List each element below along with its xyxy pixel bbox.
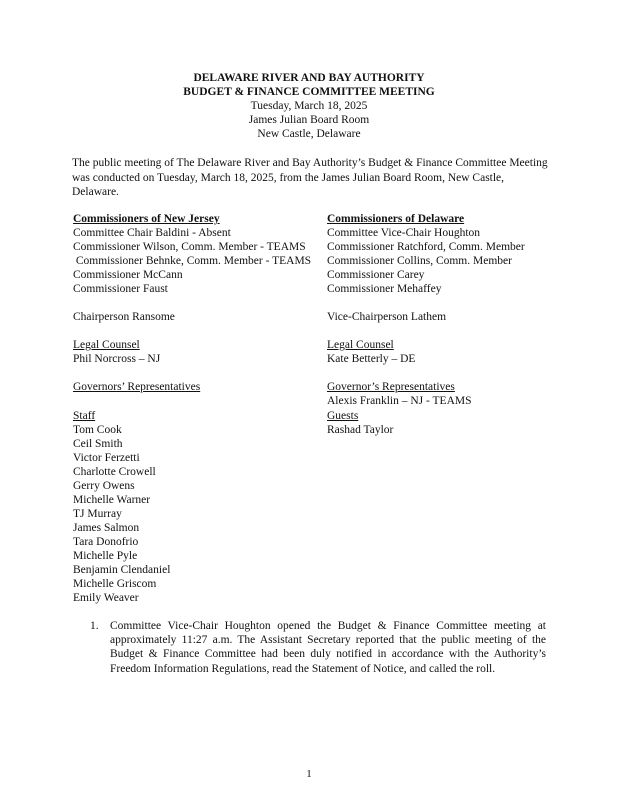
de-member: Committee Vice-Chair Houghton bbox=[327, 227, 481, 239]
staff-name: Charlotte Crowell bbox=[73, 466, 156, 478]
page-number: 1 bbox=[306, 768, 312, 780]
intro-paragraph: The public meeting of The Delaware River and Bay Authority’s Budget & Finance Committee Meeting was conducted on Tuesday, March 18, 2025, from the James Julian Board Room, New Castle, Delaware. bbox=[72, 157, 548, 199]
new-jersey-column bbox=[73, 212, 323, 394]
de-chairperson: Vice-Chairperson Lathem bbox=[327, 311, 447, 323]
agenda-item-text: Committee Vice-Chair Houghton opened the Budget & Finance Committee meeting at approximately 11:27 a.m. The Assistant Secretary reported that the public meeting of the Budget & Finance Committee had been duly notified in accordance with the Authority’s Freedom Information Regulations, read the Statement of Notice, and called the roll. bbox=[110, 620, 546, 675]
nj-legal-counsel: Phil Norcross – NJ bbox=[73, 353, 161, 365]
nj-heading: Commissioners of New Jersey bbox=[73, 213, 220, 225]
staff-name: TJ Murray bbox=[73, 508, 122, 520]
de-governors-rep: Alexis Franklin – NJ - TEAMS bbox=[327, 395, 472, 407]
nj-member: Commissioner Faust bbox=[73, 283, 168, 295]
staff-list bbox=[73, 409, 313, 605]
de-legal-counsel: Kate Betterly – DE bbox=[327, 353, 416, 365]
guests-heading: Guests bbox=[327, 410, 359, 422]
meeting-room: James Julian Board Room bbox=[248, 114, 370, 126]
guests-list bbox=[327, 409, 567, 437]
staff-name: Michelle Warner bbox=[73, 494, 151, 506]
staff-name: Michelle Griscom bbox=[73, 578, 157, 590]
agenda-item-number: 1. bbox=[90, 620, 99, 632]
guest-name: Rashad Taylor bbox=[327, 424, 394, 436]
nj-member: Committee Chair Baldini - Absent bbox=[73, 227, 231, 239]
meeting-date: Tuesday, March 18, 2025 bbox=[250, 100, 368, 112]
staff-name: Emily Weaver bbox=[73, 592, 139, 604]
delaware-column bbox=[327, 212, 577, 408]
nj-member: Commissioner Wilson, Comm. Member - TEAMS bbox=[73, 241, 306, 253]
meeting-location: New Castle, Delaware bbox=[257, 128, 361, 140]
de-member: Commissioner Mehaffey bbox=[327, 283, 442, 295]
staff-name: Victor Ferzetti bbox=[73, 452, 140, 464]
de-governors-heading: Governor’s Representatives bbox=[327, 381, 455, 393]
document-header bbox=[0, 71, 618, 141]
de-member: Commissioner Collins, Comm. Member bbox=[327, 255, 512, 267]
de-member: Commissioner Ratchford, Comm. Member bbox=[327, 241, 525, 253]
de-legal-heading: Legal Counsel bbox=[327, 339, 394, 351]
de-heading: Commissioners of Delaware bbox=[327, 213, 465, 225]
nj-chairperson: Chairperson Ransome bbox=[73, 311, 175, 323]
nj-legal-heading: Legal Counsel bbox=[73, 339, 140, 351]
org-title: DELAWARE RIVER AND BAY AUTHORITY bbox=[193, 72, 425, 84]
nj-governors-heading: Governors’ Representatives bbox=[73, 381, 201, 393]
staff-name: Benjamin Clendaniel bbox=[73, 564, 171, 576]
staff-name: James Salmon bbox=[73, 522, 140, 534]
meeting-title: BUDGET & FINANCE COMMITTEE MEETING bbox=[183, 86, 435, 98]
staff-heading: Staff bbox=[73, 410, 96, 422]
staff-name: Gerry Owens bbox=[73, 480, 135, 492]
nj-member: Commissioner McCann bbox=[73, 269, 183, 281]
de-member: Commissioner Carey bbox=[327, 269, 425, 281]
staff-name: Tara Donofrio bbox=[73, 536, 139, 548]
staff-name: Ceil Smith bbox=[73, 438, 123, 450]
staff-name: Tom Cook bbox=[73, 424, 122, 436]
staff-name: Michelle Pyle bbox=[73, 550, 138, 562]
nj-member: Commissioner Behnke, Comm. Member - TEAMS bbox=[73, 255, 312, 267]
